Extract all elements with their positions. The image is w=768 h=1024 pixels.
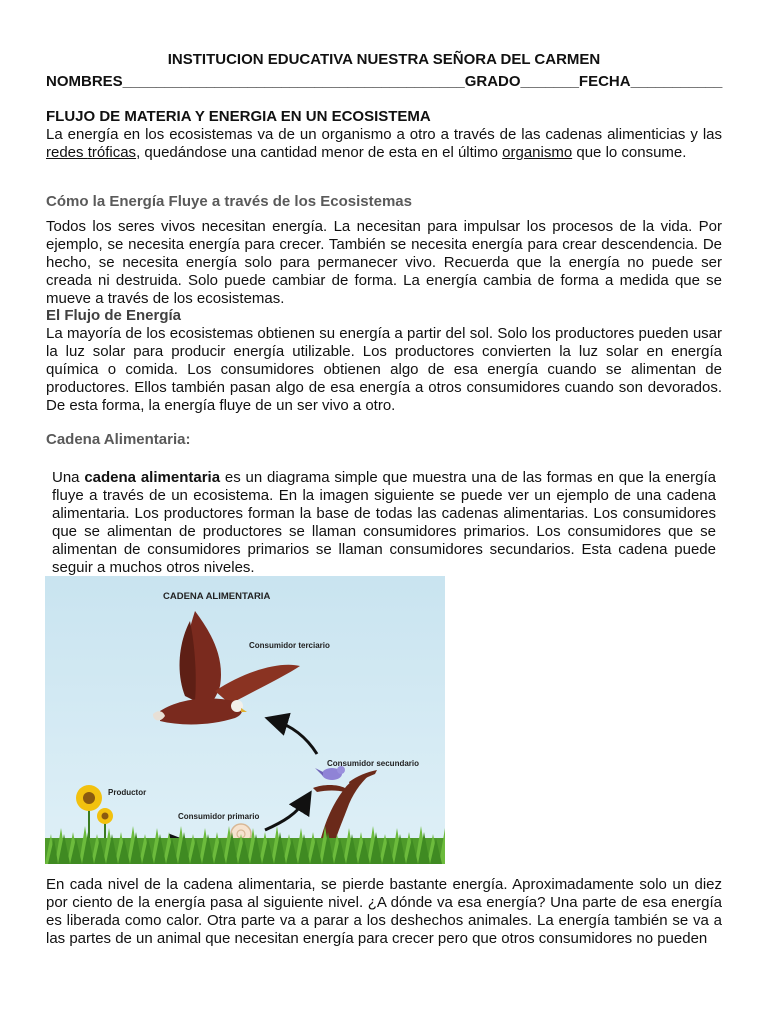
document-title: FLUJO DE MATERIA Y ENERGIA EN UN ECOSISTEMA [46,108,431,125]
link-organismo[interactable]: organismo [502,144,573,161]
food-chain-diagram [45,576,445,864]
label-tertiary-consumer: Consumidor terciario [249,641,330,650]
section-body-energy-flow: Todos los seres vivos necesitan energía. La necesitan para impulsar los procesos de la vida. Por ejemplo, se necesita energía para crecer. También se necesita energía para crear descendencia. De hecho, se necesita energía solo para permanecer vivo. Recuerda que la energía no puede ser creada ni destruida. Solo puede cambiar de forma. La energía cambia de forma a medida que se mueve a través de los ecosistemas. [46,218,722,307]
food-chain-illustration [45,576,445,864]
school-name: INSTITUCION EDUCATIVA NUESTRA SEÑORA DEL CARMEN [167,51,601,68]
diagram-title: CADENA ALIMENTARIA [163,591,271,602]
section-body-cadena [52,469,716,577]
label-producer: Productor [108,788,147,797]
intro-text-3: que lo consume. [572,144,687,161]
section-heading-flujo: El Flujo de Energía [46,307,182,324]
intro-text-2: , quedándose una cantidad menor de esta en el último [136,144,503,161]
cadena-lead: Una [52,469,85,486]
intro-text-1: La energía en los ecosistemas va de un organismo a otro a través de las cadenas alimenticias y las [46,126,722,143]
link-troficas[interactable]: tróficas [87,144,137,161]
cadena-text: es un diagrama simple que muestra una de las formas en que la energía fluye a través de un ecosistema. En la imagen siguiente se puede ver un ejemplo de una cadena alimentaria. Los productores forman la base de todas las cadenas alimentarias. Los consumidores que se alimentan de productores se llaman consumidores primarios. Los consumidores que se alimentan de consumidores primarios se llaman consumidores secundarios. Esta cadena puede seguir a muchos otros niveles. [52,469,716,576]
label-primary-consumer: Consumidor primario [178,812,260,821]
section-body-flujo: La mayoría de los ecosistemas obtienen su energía a partir del sol. Solo los productores pueden usar la luz solar para producir energía utilizable. Los productores convierten la luz solar en energía química o comida. Los consumidores obtienen algo de esa energía cuando se alimentan de productores. Ellos también pasan algo de esa energía a otros consumidores cuando son devorados. De esta forma, la energía fluye de un ser vivo a otro. [46,325,722,414]
section-heading-energy-flow: Cómo la Energía Fluye a través de los Ecosistemas [46,193,412,210]
link-redes[interactable]: redes [46,144,88,161]
intro-paragraph [46,126,722,162]
label-secondary-consumer: Consumidor secundario [327,759,420,768]
section-heading-cadena: Cadena Alimentaria: [46,431,191,448]
student-fields-line: NOMBRES_________________________________________GRADO_______FECHA___________ [46,73,723,90]
closing-paragraph: En cada nivel de la cadena alimentaria, se pierde bastante energía. Aproximadamente solo un diez por ciento de la energía pasa al siguiente nivel. ¿A dónde va esa energía? Una parte de esa energía es liberada como calor. Otra parte va a parar a los deshechos animales. La energía también se va a las partes de un animal que necesitan energía para crecer pero que otros consumidores no pueden [46,876,722,947]
cadena-term: cadena alimentaria [84,469,221,486]
